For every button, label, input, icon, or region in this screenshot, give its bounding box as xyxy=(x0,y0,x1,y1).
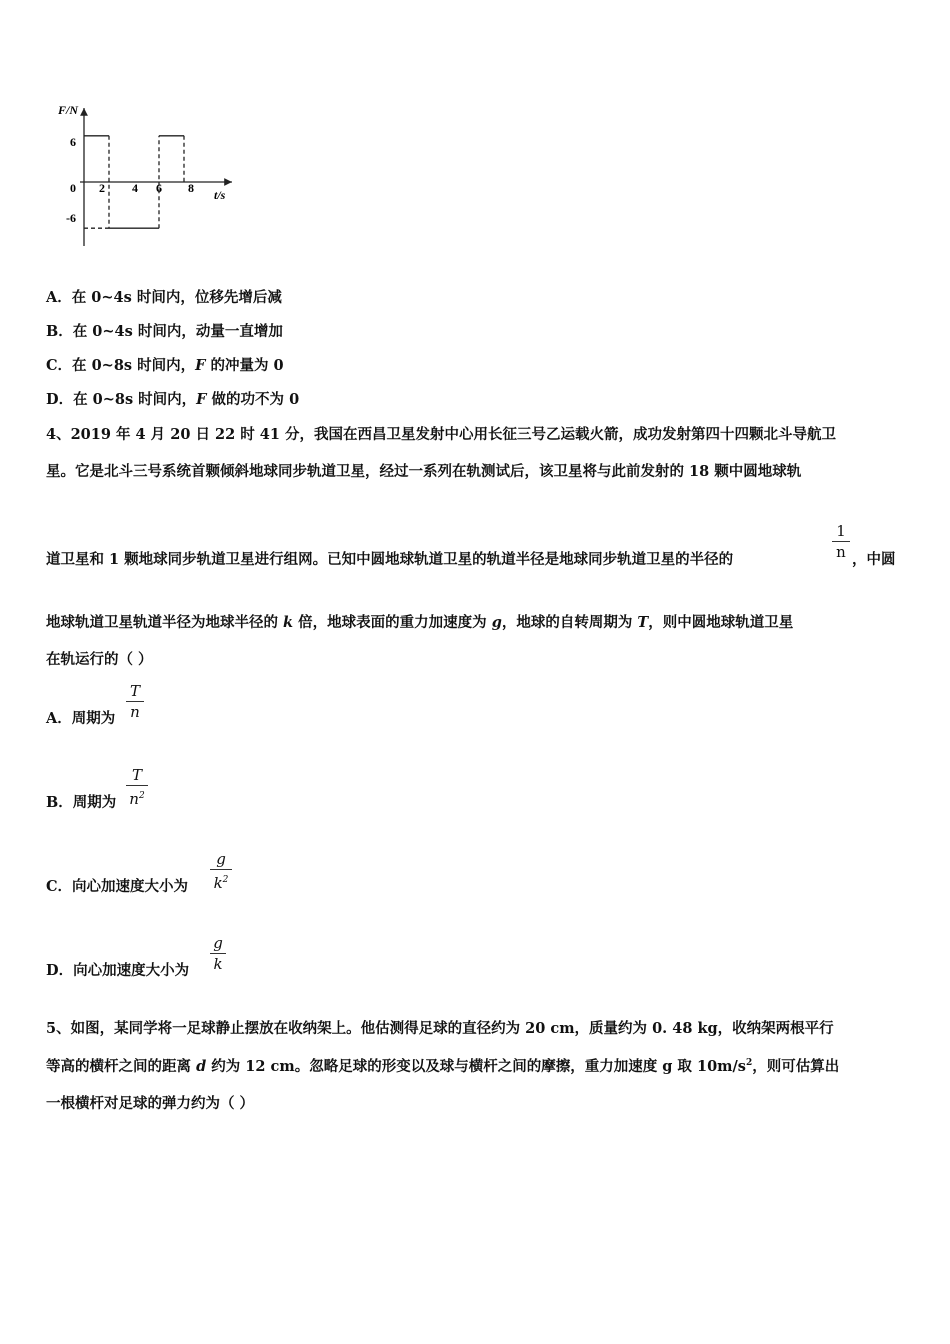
q4-stem-line-5: 在轨运行的（ ） xyxy=(46,651,153,668)
var-g: g xyxy=(491,614,502,631)
q3-option-c-suffix: 的冲量为 0 xyxy=(205,357,284,374)
text-span: 地球轨道卫星轨道半径为地球半径的 xyxy=(46,614,284,631)
q3-option-c xyxy=(46,354,284,375)
q3-option-a: A．在 0~4s 时间内，位移先增后减 xyxy=(46,289,282,306)
text-span: ，则可估算出 xyxy=(752,1058,840,1075)
q4-option-a-fraction xyxy=(126,682,144,721)
x-tick-label: 2 xyxy=(99,181,105,195)
q3-option-d xyxy=(46,388,299,409)
q5-stem-line-3: 一根横杆对足球的弹力约为（ ） xyxy=(46,1095,255,1112)
fraction-numerator: g xyxy=(213,934,223,952)
var-T: T xyxy=(637,614,649,631)
q3-option-d-prefix: D．在 0~8s 时间内， xyxy=(46,391,197,408)
x-tick-label: 8 xyxy=(188,181,194,195)
q4-option-a: A．周期为 xyxy=(46,710,116,727)
q4-option-c-fraction xyxy=(210,850,232,892)
y-tick-label: 6 xyxy=(70,135,76,149)
fraction-numerator: 1 xyxy=(836,522,846,540)
q3-option-b: B．在 0~4s 时间内，动量一直增加 xyxy=(46,323,283,340)
var-k: k xyxy=(283,614,294,631)
text-span: ，则中圆地球轨道卫星 xyxy=(648,614,794,631)
q3-option-d-var: F xyxy=(196,391,207,408)
q4-option-d: D．向心加速度大小为 xyxy=(46,962,190,979)
y-tick-label: -6 xyxy=(66,211,76,225)
origin-label: 0 xyxy=(70,181,76,195)
q3-option-c-prefix: C．在 0~8s 时间内， xyxy=(46,357,196,374)
q4-option-c: C．向心加速度大小为 xyxy=(46,878,189,895)
q4-stem-line-4 xyxy=(46,611,793,632)
fraction-denominator xyxy=(210,871,232,892)
y-axis-label: F/N xyxy=(58,103,79,117)
q5-stem-line-2 xyxy=(46,1055,839,1076)
den-exponent: 2 xyxy=(138,791,145,801)
exponent: 2 xyxy=(745,1058,753,1069)
var-d: d xyxy=(196,1058,207,1075)
q4-option-d-fraction xyxy=(210,934,226,973)
text-span: 倍，地球表面的重力加速度为 xyxy=(293,614,492,631)
x-tick-label: 6 xyxy=(156,181,162,195)
text-span: 等高的横杆之间的距离 xyxy=(46,1058,197,1075)
q4-stem-line-1: 4、2019 年 4 月 20 日 22 时 41 分，我国在西昌卫星发射中心用长征三号乙运载火箭，成功发射第四十四颗北斗导航卫 xyxy=(46,426,836,443)
q4-stem-line-2: 星。它是北斗三号系统首颗倾斜地球同步轨道卫星，经过一系列在轨测试后，该卫星将与此前发射的 18 颗中圆地球轨 xyxy=(46,463,802,480)
q4-option-b: B．周期为 xyxy=(46,794,117,811)
q3-option-c-var: F xyxy=(195,357,206,374)
q5-stem-line-1: 5、如图，某同学将一足球静止摆放在收纳架上。他估测得足球的直径约为 20 cm，质量约为 0. 48 kg，收纳架两根平行 xyxy=(46,1020,834,1037)
fraction-numerator: T xyxy=(131,766,142,784)
fraction-denominator: n xyxy=(130,703,140,721)
x-tick-label: 4 xyxy=(132,181,138,195)
text-span: 约为 12 cm。忽略足球的形变以及球与横杆之间的摩擦，重力加速度 g 取 10m/s xyxy=(206,1058,746,1075)
x-axis-label: t/s xyxy=(214,188,226,202)
fraction-numerator: g xyxy=(216,850,226,868)
q3-option-d-suffix: 做的功不为 0 xyxy=(206,391,300,408)
den-base: k xyxy=(213,874,223,892)
text-span: ，地球的自转周期为 xyxy=(501,614,638,631)
den-base: n xyxy=(129,790,139,808)
force-time-graph xyxy=(50,96,250,256)
fraction-numerator: T xyxy=(129,682,140,700)
q4-stem-line-3 xyxy=(46,548,733,569)
fraction-denominator xyxy=(126,787,148,808)
fraction-denominator: n xyxy=(836,543,846,561)
q4-stem-line-3-prefix: 道卫星和 1 颗地球同步轨道卫星进行组网。已知中圆地球轨道卫星的轨道半径是地球同步轨道卫星的半径的 xyxy=(46,551,734,568)
fraction-denominator: k xyxy=(213,955,223,973)
den-exponent: 2 xyxy=(222,875,229,885)
q4-ratio-fraction xyxy=(832,522,850,561)
q4-stem-line-3-suffix: ，中圆 xyxy=(852,551,896,568)
q4-option-b-fraction xyxy=(126,766,148,808)
